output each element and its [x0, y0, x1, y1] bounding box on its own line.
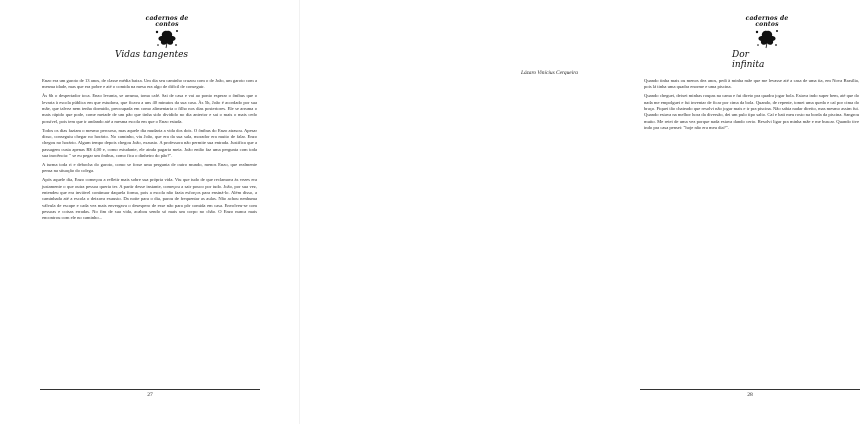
story-text [42, 78, 257, 224]
author-name: Lázaro Vinícius Cerqueira [520, 70, 578, 76]
story-title: Vidas tangentes [115, 50, 189, 60]
paragraph: A turma toda ri e debocha do garoto, como se fosse uma pergunta de outro mundo, menos Enzo, que realmente pensa na situação do colega. [42, 161, 257, 174]
logo-line-1: cadernos de [745, 15, 789, 22]
page-number: 27 [147, 392, 153, 398]
footer-divider [640, 389, 860, 390]
footer-divider [40, 389, 260, 390]
logo-line-2: contos [155, 21, 179, 28]
story-text [644, 78, 859, 134]
right-page [300, 0, 859, 424]
ink-splatter-icon [154, 28, 180, 48]
paragraph: Enzo era um garoto de 13 anos, de classe média baixa. Um dia seu caminho cruzou com o de João, um garoto com a mesma idade, mas que era pobre e até o comida na mesa era algo de difícil de conseguir. [42, 78, 257, 90]
paragraph: Quando tinha mais ou menos dez anos, pedi à minha mãe que me levasse até a casa de uma tia, em Nova Brasília, pois lá tinha uma quadra enorme e uma piscina. [644, 78, 859, 90]
logo-line-2: contos [755, 21, 779, 28]
logo-line-1: cadernos de [145, 15, 189, 22]
collection-logo [122, 16, 212, 68]
paragraph: Todos os dias faziam o mesmo percurso, mas aquele dia mudaria a vida dos dois. O ônibus do Enzo atrasou. Apesar disso, conseguiu chegar no horário. No caminho, viu João, que era da sua sala, morador era muito de falar. Enzo chegou no horário. Algum tempo depois chegou João, exausto. A professora não permite sua entrada. Justifica que a passagem custa apenas R$ 4,00 e, como estudante, ele ainda pagaria meia. João então faz uma pergunta com toda sua inocência: " se eu pegar um ônibus, como fica o dinheiro do pão?". [42, 127, 257, 158]
page-number: 28 [747, 392, 753, 398]
paragraph: Às 6h o despertador toca. Enzo levanta, se arruma, toma café. Sai de casa e vai ao ponto esperar o ônibus que o levaria à escola pública em que estudava, que ficava a uns 40 minutos da sua casa. Às 5h, João é acordado por sua mãe, que talvez nem tenha dormido, preocupada em como alimentaria o filho nos dias posteriores. Ele se arruma o mais rápido que pode, come metade de um pão que tinha sido dividido no dia anterior e sai o mais o mais cedo possível, pois tem que ir andando até a mesma escola em que o Enzo estuda. [42, 93, 257, 124]
ink-splatter-icon [754, 28, 780, 48]
paragraph: Quando cheguei, deixei minhas roupas na cama e fui direto pra quadra jogar bola. Estava indo super bem, até que do nada me empolguei e fui inventar de ficar por cima da bola. Quando, de repente, tomei uma queda e caí por cima do braço. Fiquei tão chateado que resolvi não jogar mais e ir pra piscina. Não sabia nadar direito, mas mesmo assim fui. Quando estava na melhor hora da diversão, dei um pulo tipo salto. Caí e bati meu rosto na borda da piscina. Sangrou muito. Me retei de uma vez porque nada estava dando certo. Resolvi ligar pra minha mãe e me buscar. Quando tive indo pra casa pensei: "hoje não era meu dia?". [644, 93, 859, 130]
paragraph: Após aquele dia, Enzo começou a refletir mais sobre sua própria vida. Viu que tudo de que reclamava às vezes era justamente o que outra pessoa queria ter. A partir desse instante, começou a sair pouco por tudo. João, por sua vez, entendeu que era inviável continuar daquela forma, pois a escola não fazia esforços para ensiná-lo. Além disso, a caminhada até a escola o deixava exausto. Da noite para o dia, parou de frequentar as aulas. Não achou nenhuma válvula de escape e cada vez mais envergava o desespero de esse não para pôr comida em casa. Envolveu-se com pessoas e coisas erradas. No fim de sua vida, acabou sendo só mais um corpo no chão. O Enzo nunca mais encontrou com ele no caminho... [42, 177, 257, 221]
left-page [0, 0, 300, 424]
story-title: Dor infinita [732, 50, 765, 70]
